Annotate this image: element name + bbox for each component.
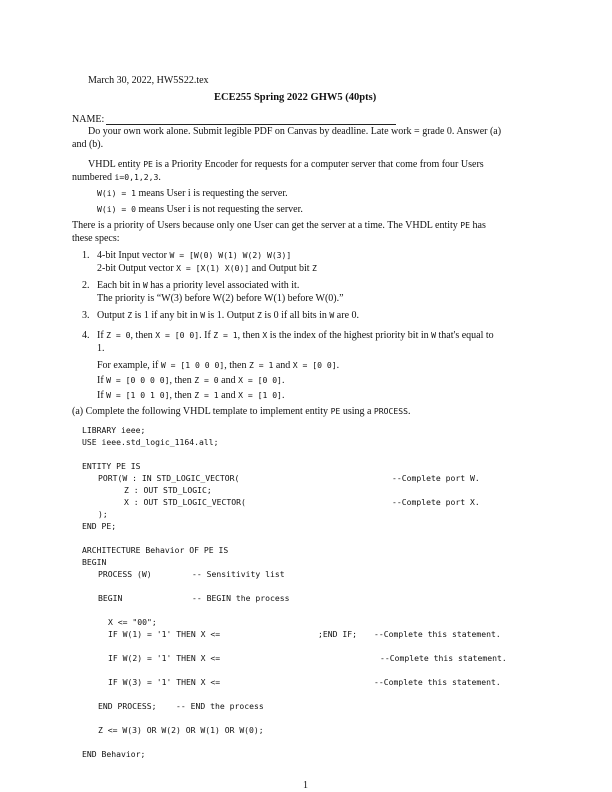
intro-line-1: VHDL entity PE is a Priority Encoder for requests for a computer server that come from four Users	[88, 159, 484, 170]
name-underline	[106, 124, 396, 125]
code-line-process: PROCESS (W)	[98, 569, 152, 579]
code-line-end-if: ;END IF;	[318, 629, 357, 639]
spec-3-line: Output Z is 1 if any bit in W is 1. Output Z is 0 if all bits in W are 0.	[97, 310, 360, 321]
code-line-end-entity: END PE;	[82, 521, 117, 531]
code-line-if-w3: IF W(3) = '1' THEN X <=	[108, 677, 221, 687]
spec-3-number: 3.	[82, 310, 90, 321]
code-comment-if-w1: --Complete this statement.	[374, 629, 501, 639]
instructions-line-2: and (b).	[72, 139, 104, 150]
code-line-library: LIBRARY ieee;	[82, 425, 146, 435]
page-number: 1	[303, 780, 308, 791]
code-line-x-default: X <= "00";	[108, 617, 157, 627]
date-line: March 30, 2022, HW5S22.tex	[88, 75, 209, 86]
code-comment-end-process: -- END the process	[176, 701, 264, 711]
spec-1-number: 1.	[82, 250, 90, 261]
spec-4-line-1: If Z = 0, then X = [0 0]. If Z = 1, then X is the index of the highest priority bit in W that's equal to	[97, 330, 494, 341]
code-line-port-close: );	[98, 509, 108, 519]
intro-w0-line: W(i) = 0 means User i is not requesting the server.	[97, 204, 303, 215]
intro-w1-line: W(i) = 1 means User i is requesting the server.	[97, 188, 288, 199]
code-line-if-w1: IF W(1) = '1' THEN X <=	[108, 629, 221, 639]
code-line-port-w: PORT(W : IN STD_LOGIC_VECTOR(	[98, 473, 240, 483]
code-line-port-z: Z : OUT STD_LOGIC;	[124, 485, 212, 495]
priority-line-2: these specs:	[72, 233, 120, 244]
code-line-begin-arch: BEGIN	[82, 557, 107, 567]
example-3: If W = [1 0 1 0], then Z = 1 and X = [1 0].	[97, 390, 285, 401]
code-line-z-assign: Z <= W(3) OR W(2) OR W(1) OR W(0);	[98, 725, 264, 735]
example-1: For example, if W = [1 0 0 0], then Z = 1 and X = [0 0].	[97, 360, 340, 371]
page-title: ECE255 Spring 2022 GHW5 (40pts)	[214, 92, 377, 103]
spec-1-line-1: 4-bit Input vector W = [W(0) W(1) W(2) W(3)]	[97, 250, 292, 261]
code-line-use: USE ieee.std_logic_1164.all;	[82, 437, 219, 447]
code-line-begin-process: BEGIN	[98, 593, 123, 603]
name-label: NAME:	[72, 114, 105, 125]
spec-1-line-2: 2-bit Output vector X = [X(1) X(0)] and Output bit Z	[97, 263, 317, 274]
spec-2-number: 2.	[82, 280, 90, 291]
code-line-if-w2: IF W(2) = '1' THEN X <=	[108, 653, 221, 663]
spec-4-line-2: 1.	[97, 343, 105, 354]
code-line-port-x: X : OUT STD_LOGIC_VECTOR(	[124, 497, 246, 507]
intro-line-2: numbered i=0,1,2,3.	[72, 172, 161, 183]
example-2: If W = [0 0 0 0], then Z = 0 and X = [0 0].	[97, 375, 285, 386]
code-comment-if-w3: --Complete this statement.	[374, 677, 501, 687]
code-comment-sensitivity: -- Sensitivity list	[192, 569, 285, 579]
spec-2-line-2: The priority is “W(3) before W(2) before W(1) before W(0).”	[97, 293, 344, 304]
code-comment-if-w2: --Complete this statement.	[380, 653, 507, 663]
code-comment-port-w: --Complete port W.	[392, 473, 480, 483]
priority-line-1: There is a priority of Users because only one User can get the server at a time. The VHDL entity PE has	[72, 220, 486, 231]
spec-4-number: 4.	[82, 330, 90, 341]
code-line-entity: ENTITY PE IS	[82, 461, 141, 471]
part-a-prompt: (a) Complete the following VHDL template to implement entity PE using a PROCESS.	[72, 406, 411, 417]
instructions-line-1: Do your own work alone. Submit legible PDF on Canvas by deadline. Late work = grade 0. Answer (a)	[88, 126, 502, 137]
code-comment-begin-process: -- BEGIN the process	[192, 593, 290, 603]
code-comment-port-x: --Complete port X.	[392, 497, 480, 507]
code-line-end-process: END PROCESS;	[98, 701, 157, 711]
code-line-architecture: ARCHITECTURE Behavior OF PE IS	[82, 545, 229, 555]
code-line-end-behavior: END Behavior;	[82, 749, 146, 759]
spec-2-line-1: Each bit in W has a priority level associated with it.	[97, 280, 300, 291]
